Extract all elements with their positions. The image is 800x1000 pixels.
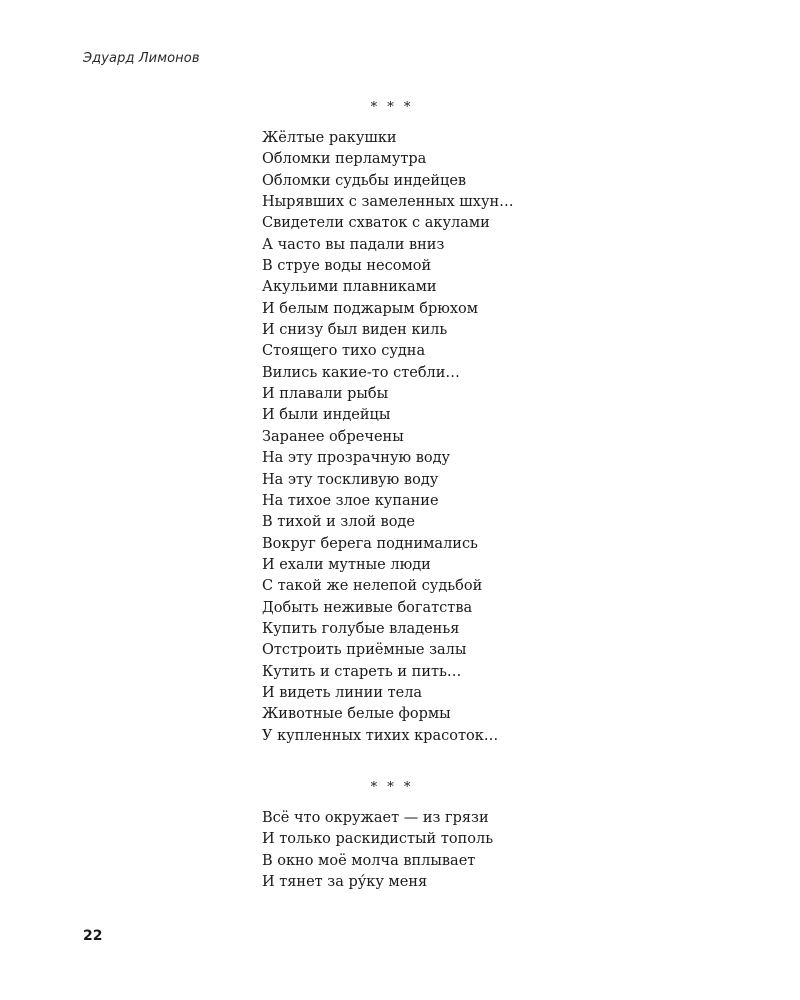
poem-line: Кутить и стареть и пить… (262, 663, 462, 680)
poem-line: Заранее обречены (262, 428, 404, 445)
poem-line: И ехали мутные люди (262, 556, 431, 573)
poem-1 (262, 97, 682, 747)
poem-line: Обломки перламутра (262, 151, 427, 168)
poem-line: В окно моё молча вплывает (262, 852, 476, 869)
poem-line: Купить голубые владенья (262, 620, 460, 637)
poem-line: В струе воды несомой (262, 258, 432, 275)
poem-separator: * * * (370, 100, 414, 115)
poem-line: Отстроить приёмные залы (262, 642, 467, 659)
poem-line: И снизу был виден киль (262, 322, 448, 339)
poem-line: Животные белые формы (262, 706, 451, 723)
poem-line: Акульими плавниками (262, 279, 437, 296)
poem-line: Обломки судьбы индейцев (262, 172, 467, 189)
poem-line: И плавали рыбы (262, 386, 389, 403)
poem-line: С такой же нелепой судьбой (262, 578, 483, 595)
poem-line: И были индейцы (262, 407, 391, 424)
poem-line: На эту тоскливую воду (262, 471, 439, 488)
poem-line: Нырявших с замеленных шхун… (262, 194, 514, 211)
poem-line: Жёлтые ракушки (262, 130, 397, 146)
poem-line: А часто вы падали вниз (262, 236, 445, 253)
poem-line: Добыть неживые богатства (262, 599, 473, 616)
poem-2-lines (262, 808, 682, 893)
poem-line: Вокруг берега поднимались (262, 535, 478, 552)
poem-line: Стоящего тихо судна (262, 343, 426, 360)
poem-line: На тихое злое купание (262, 492, 439, 509)
page-number: 22 (83, 928, 103, 944)
poem-line: И тянет за ру́ку меня (262, 874, 428, 891)
poem-line: И только раскидистый тополь (262, 831, 494, 848)
poem-line: Свидетели схваток с акулами (262, 215, 490, 232)
poem-line: На эту прозрачную воду (262, 450, 451, 467)
poem-line: Вились какие-то стебли… (262, 364, 460, 381)
poem-2 (262, 777, 682, 893)
poem-line: Всё что окружает — из грязи (262, 810, 489, 826)
poem-line: У купленных тихих красоток… (262, 727, 499, 744)
running-header-author: Эдуард Лимонов (83, 51, 200, 66)
poem-line: В тихой и злой воде (262, 514, 415, 531)
poem-separator: * * * (370, 780, 414, 795)
poem-1-lines (262, 128, 682, 747)
poem-line: И белым поджарым брюхом (262, 300, 479, 317)
poem-line: И видеть линии тела (262, 684, 423, 701)
